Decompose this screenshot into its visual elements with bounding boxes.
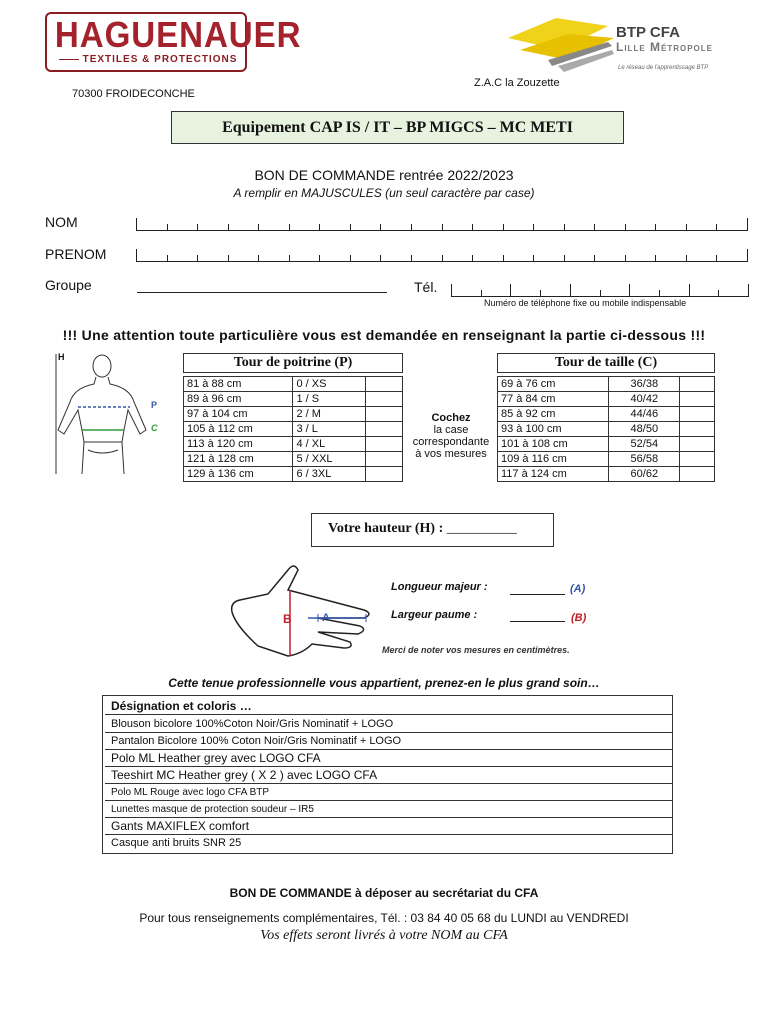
largeur-field[interactable] — [510, 621, 565, 622]
char-box-tick — [472, 255, 473, 261]
char-box-tick — [716, 224, 717, 230]
size-range: 69 à 76 cm — [498, 377, 609, 392]
char-box-tick — [594, 224, 595, 230]
a-mark: (A) — [570, 583, 586, 595]
char-box-tick — [718, 290, 719, 296]
size-label: 5 / XXL — [293, 452, 366, 467]
char-box-tick — [686, 224, 687, 230]
char-box-tick — [564, 224, 565, 230]
char-box-tick — [167, 224, 168, 230]
size-label: 52/54 — [609, 437, 680, 452]
size-row — [498, 437, 715, 452]
prenom-label: PRENOM — [45, 246, 107, 262]
tel-field[interactable] — [451, 285, 749, 297]
char-box-tick — [533, 224, 534, 230]
char-box-tick — [594, 255, 595, 261]
size-checkbox[interactable] — [680, 467, 715, 482]
footer-delivery: Vos effets seront livrés à votre NOM au CFA — [260, 928, 508, 943]
char-box-tick — [289, 224, 290, 230]
char-box-tick — [442, 255, 443, 261]
groupe-label: Groupe — [45, 277, 92, 293]
size-checkbox[interactable] — [366, 467, 403, 482]
size-checkbox[interactable] — [680, 392, 715, 407]
size-range: 109 à 116 cm — [498, 452, 609, 467]
char-box-tick — [167, 255, 168, 261]
c-label: C — [151, 423, 158, 433]
size-row — [184, 392, 403, 407]
size-range: 97 à 104 cm — [184, 407, 293, 422]
char-box-tick — [136, 249, 137, 261]
largeur-label: Largeur paume : — [391, 609, 478, 621]
designation-item: Pantalon Bicolore 100% Coton Noir/Gris Nominatif + LOGO — [105, 733, 672, 750]
waist-table-title: Tour de taille (C) — [497, 353, 715, 373]
size-range: 129 à 136 cm — [184, 467, 293, 482]
size-label: 1 / S — [293, 392, 366, 407]
designation-item: Lunettes masque de protection soudeur – IR5 — [105, 801, 672, 818]
char-box-tick — [258, 224, 259, 230]
size-label: 60/62 — [609, 467, 680, 482]
footer-deposit: BON DE COMMANDE à déposer au secrétariat du CFA — [229, 886, 539, 900]
designation-table — [102, 695, 673, 854]
cfa-title: BTP CFA — [616, 24, 680, 41]
size-range: 93 à 100 cm — [498, 422, 609, 437]
char-box-tick — [411, 255, 412, 261]
size-checkbox[interactable] — [680, 437, 715, 452]
char-box-tick — [136, 218, 137, 230]
char-box-tick — [655, 224, 656, 230]
char-box-tick — [533, 255, 534, 261]
char-box-tick — [747, 249, 748, 261]
longueur-label: Longueur majeur : — [391, 581, 488, 593]
char-box-tick — [570, 284, 571, 296]
char-box-tick — [319, 255, 320, 261]
cochez-line: Cochez — [431, 412, 471, 424]
char-box-tick — [600, 290, 601, 296]
char-box-tick — [540, 290, 541, 296]
designation-item: Casque anti bruits SNR 25 — [111, 837, 242, 849]
height-blank: __________ — [446, 521, 517, 536]
brand-city: 70300 FROIDECONCHE — [72, 88, 195, 100]
longueur-field[interactable] — [510, 594, 565, 595]
size-row — [184, 437, 403, 452]
char-box-tick — [716, 255, 717, 261]
char-box-tick — [625, 224, 626, 230]
instructions: A remplir en MAJUSCULES (un seul caractère par case) — [233, 186, 535, 200]
size-label: 48/50 — [609, 422, 680, 437]
cochez-line: à vos mesures — [415, 448, 487, 460]
size-label: 44/46 — [609, 407, 680, 422]
logo-subtitle: TEXTILES & PROTECTIONS — [47, 54, 245, 78]
tenue-text: Cette tenue professionnelle vous appartient, prenez-en le plus grand soin… — [168, 676, 600, 690]
size-row — [498, 377, 715, 392]
size-checkbox[interactable] — [366, 377, 403, 392]
prenom-field[interactable] — [136, 250, 748, 262]
attention-text: !!! Une attention toute particulière vous est demandée en renseignant la partie ci-dessous !!! — [62, 327, 706, 343]
size-row — [498, 407, 715, 422]
char-box-tick — [686, 255, 687, 261]
char-box-tick — [442, 224, 443, 230]
logo-name: HAGUENAUER — [54, 14, 302, 55]
size-checkbox[interactable] — [366, 437, 403, 452]
size-checkbox[interactable] — [680, 422, 715, 437]
size-label: 6 / 3XL — [293, 467, 366, 482]
hand-b-letter: B — [283, 612, 292, 626]
cochez-text — [406, 412, 496, 460]
size-row — [184, 467, 403, 482]
char-box-tick — [289, 255, 290, 261]
char-box-tick — [747, 218, 748, 230]
hand-a-letter: A — [322, 612, 330, 624]
height-label: Votre hauteur (H) : — [328, 521, 444, 536]
char-box-tick — [228, 224, 229, 230]
cfa-subtitle: Lille Métropole — [616, 40, 713, 54]
tel-note: Numéro de téléphone fixe ou mobile indispensable — [484, 298, 687, 308]
char-box-tick — [319, 224, 320, 230]
footer-info: Pour tous renseignements complémentaires, Tél. : 03 84 40 05 68 du LUNDI au VENDREDI — [139, 911, 629, 925]
char-box-tick — [258, 255, 259, 261]
char-box-tick — [350, 255, 351, 261]
chest-size-table — [183, 376, 403, 482]
cfa-address: Z.A.C la Zouzette — [474, 77, 560, 89]
chest-table-title: Tour de poitrine (P) — [183, 353, 403, 373]
size-range: 117 à 124 cm — [498, 467, 609, 482]
cochez-line: la case — [433, 424, 469, 436]
size-range: 85 à 92 cm — [498, 407, 609, 422]
char-box-tick — [380, 255, 381, 261]
size-checkbox[interactable] — [680, 407, 715, 422]
size-label: 56/58 — [609, 452, 680, 467]
size-label: 36/38 — [609, 377, 680, 392]
size-row — [184, 452, 403, 467]
size-range: 105 à 112 cm — [184, 422, 293, 437]
cfa-tagline: Le réseau de l'apprentissage BTP — [618, 65, 709, 71]
char-box-tick — [380, 224, 381, 230]
size-checkbox[interactable] — [680, 377, 715, 392]
size-range: 101 à 108 cm — [498, 437, 609, 452]
size-label: 0 / XS — [293, 377, 366, 392]
size-label: 2 / M — [293, 407, 366, 422]
char-box-tick — [451, 284, 452, 296]
size-range: 77 à 84 cm — [498, 392, 609, 407]
size-row — [498, 467, 715, 482]
char-box-tick — [411, 224, 412, 230]
size-row — [498, 452, 715, 467]
nom-label: NOM — [45, 214, 78, 230]
hand-note: Merci de noter vos mesures en centimètres. — [382, 645, 570, 655]
size-checkbox[interactable] — [366, 422, 403, 437]
waist-size-table — [497, 376, 715, 482]
cochez-line: correspondante — [412, 436, 490, 448]
size-range: 81 à 88 cm — [184, 377, 293, 392]
size-label: 40/42 — [609, 392, 680, 407]
hand-figure — [228, 556, 378, 660]
designation-item: Blouson bicolore 100%Coton Noir/Gris Nominatif + LOGO — [105, 716, 672, 733]
designation-header: Désignation et coloris … — [105, 698, 672, 715]
designation-item: Teeshirt MC Heather grey ( X 2 ) avec LOGO CFA — [105, 767, 672, 784]
char-box-tick — [197, 224, 198, 230]
char-box-tick — [503, 224, 504, 230]
size-label: 3 / L — [293, 422, 366, 437]
size-checkbox[interactable] — [366, 452, 403, 467]
order-title: BON DE COMMANDE rentrée 2022/2023 — [254, 167, 514, 183]
designation-item: Gants MAXIFLEX comfort — [105, 818, 672, 835]
char-box-tick — [659, 290, 660, 296]
h-label: H — [58, 352, 65, 362]
size-range: 89 à 96 cm — [184, 392, 293, 407]
size-row — [184, 377, 403, 392]
p-label: P — [151, 400, 158, 410]
char-box-tick — [197, 255, 198, 261]
tel-label: Tél. — [414, 279, 438, 295]
char-box-tick — [689, 284, 690, 296]
char-box-tick — [625, 255, 626, 261]
char-box-tick — [564, 255, 565, 261]
body-measurement-figure — [52, 350, 170, 478]
equipment-title: Equipement CAP IS / IT – BP MIGCS – MC METI — [171, 111, 624, 144]
groupe-field[interactable] — [137, 292, 387, 293]
nom-field[interactable] — [136, 219, 748, 231]
char-box-tick — [655, 255, 656, 261]
size-checkbox[interactable] — [366, 407, 403, 422]
size-label: 4 / XL — [293, 437, 366, 452]
designation-item: Polo ML Rouge avec logo CFA BTP — [105, 784, 672, 801]
designation-item: Polo ML Heather grey avec LOGO CFA — [105, 750, 672, 767]
height-box[interactable] — [311, 513, 554, 547]
b-mark: (B) — [571, 612, 587, 624]
char-box-tick — [503, 255, 504, 261]
size-range: 121 à 128 cm — [184, 452, 293, 467]
size-row — [498, 422, 715, 437]
char-box-tick — [472, 224, 473, 230]
char-box-tick — [228, 255, 229, 261]
char-box-tick — [481, 290, 482, 296]
char-box-tick — [510, 284, 511, 296]
size-row — [184, 407, 403, 422]
size-row — [498, 392, 715, 407]
size-checkbox[interactable] — [680, 452, 715, 467]
size-row — [184, 422, 403, 437]
haguenauer-logo — [45, 12, 302, 72]
size-checkbox[interactable] — [366, 392, 403, 407]
char-box-tick — [629, 284, 630, 296]
char-box-tick — [748, 284, 749, 296]
size-range: 113 à 120 cm — [184, 437, 293, 452]
char-box-tick — [350, 224, 351, 230]
